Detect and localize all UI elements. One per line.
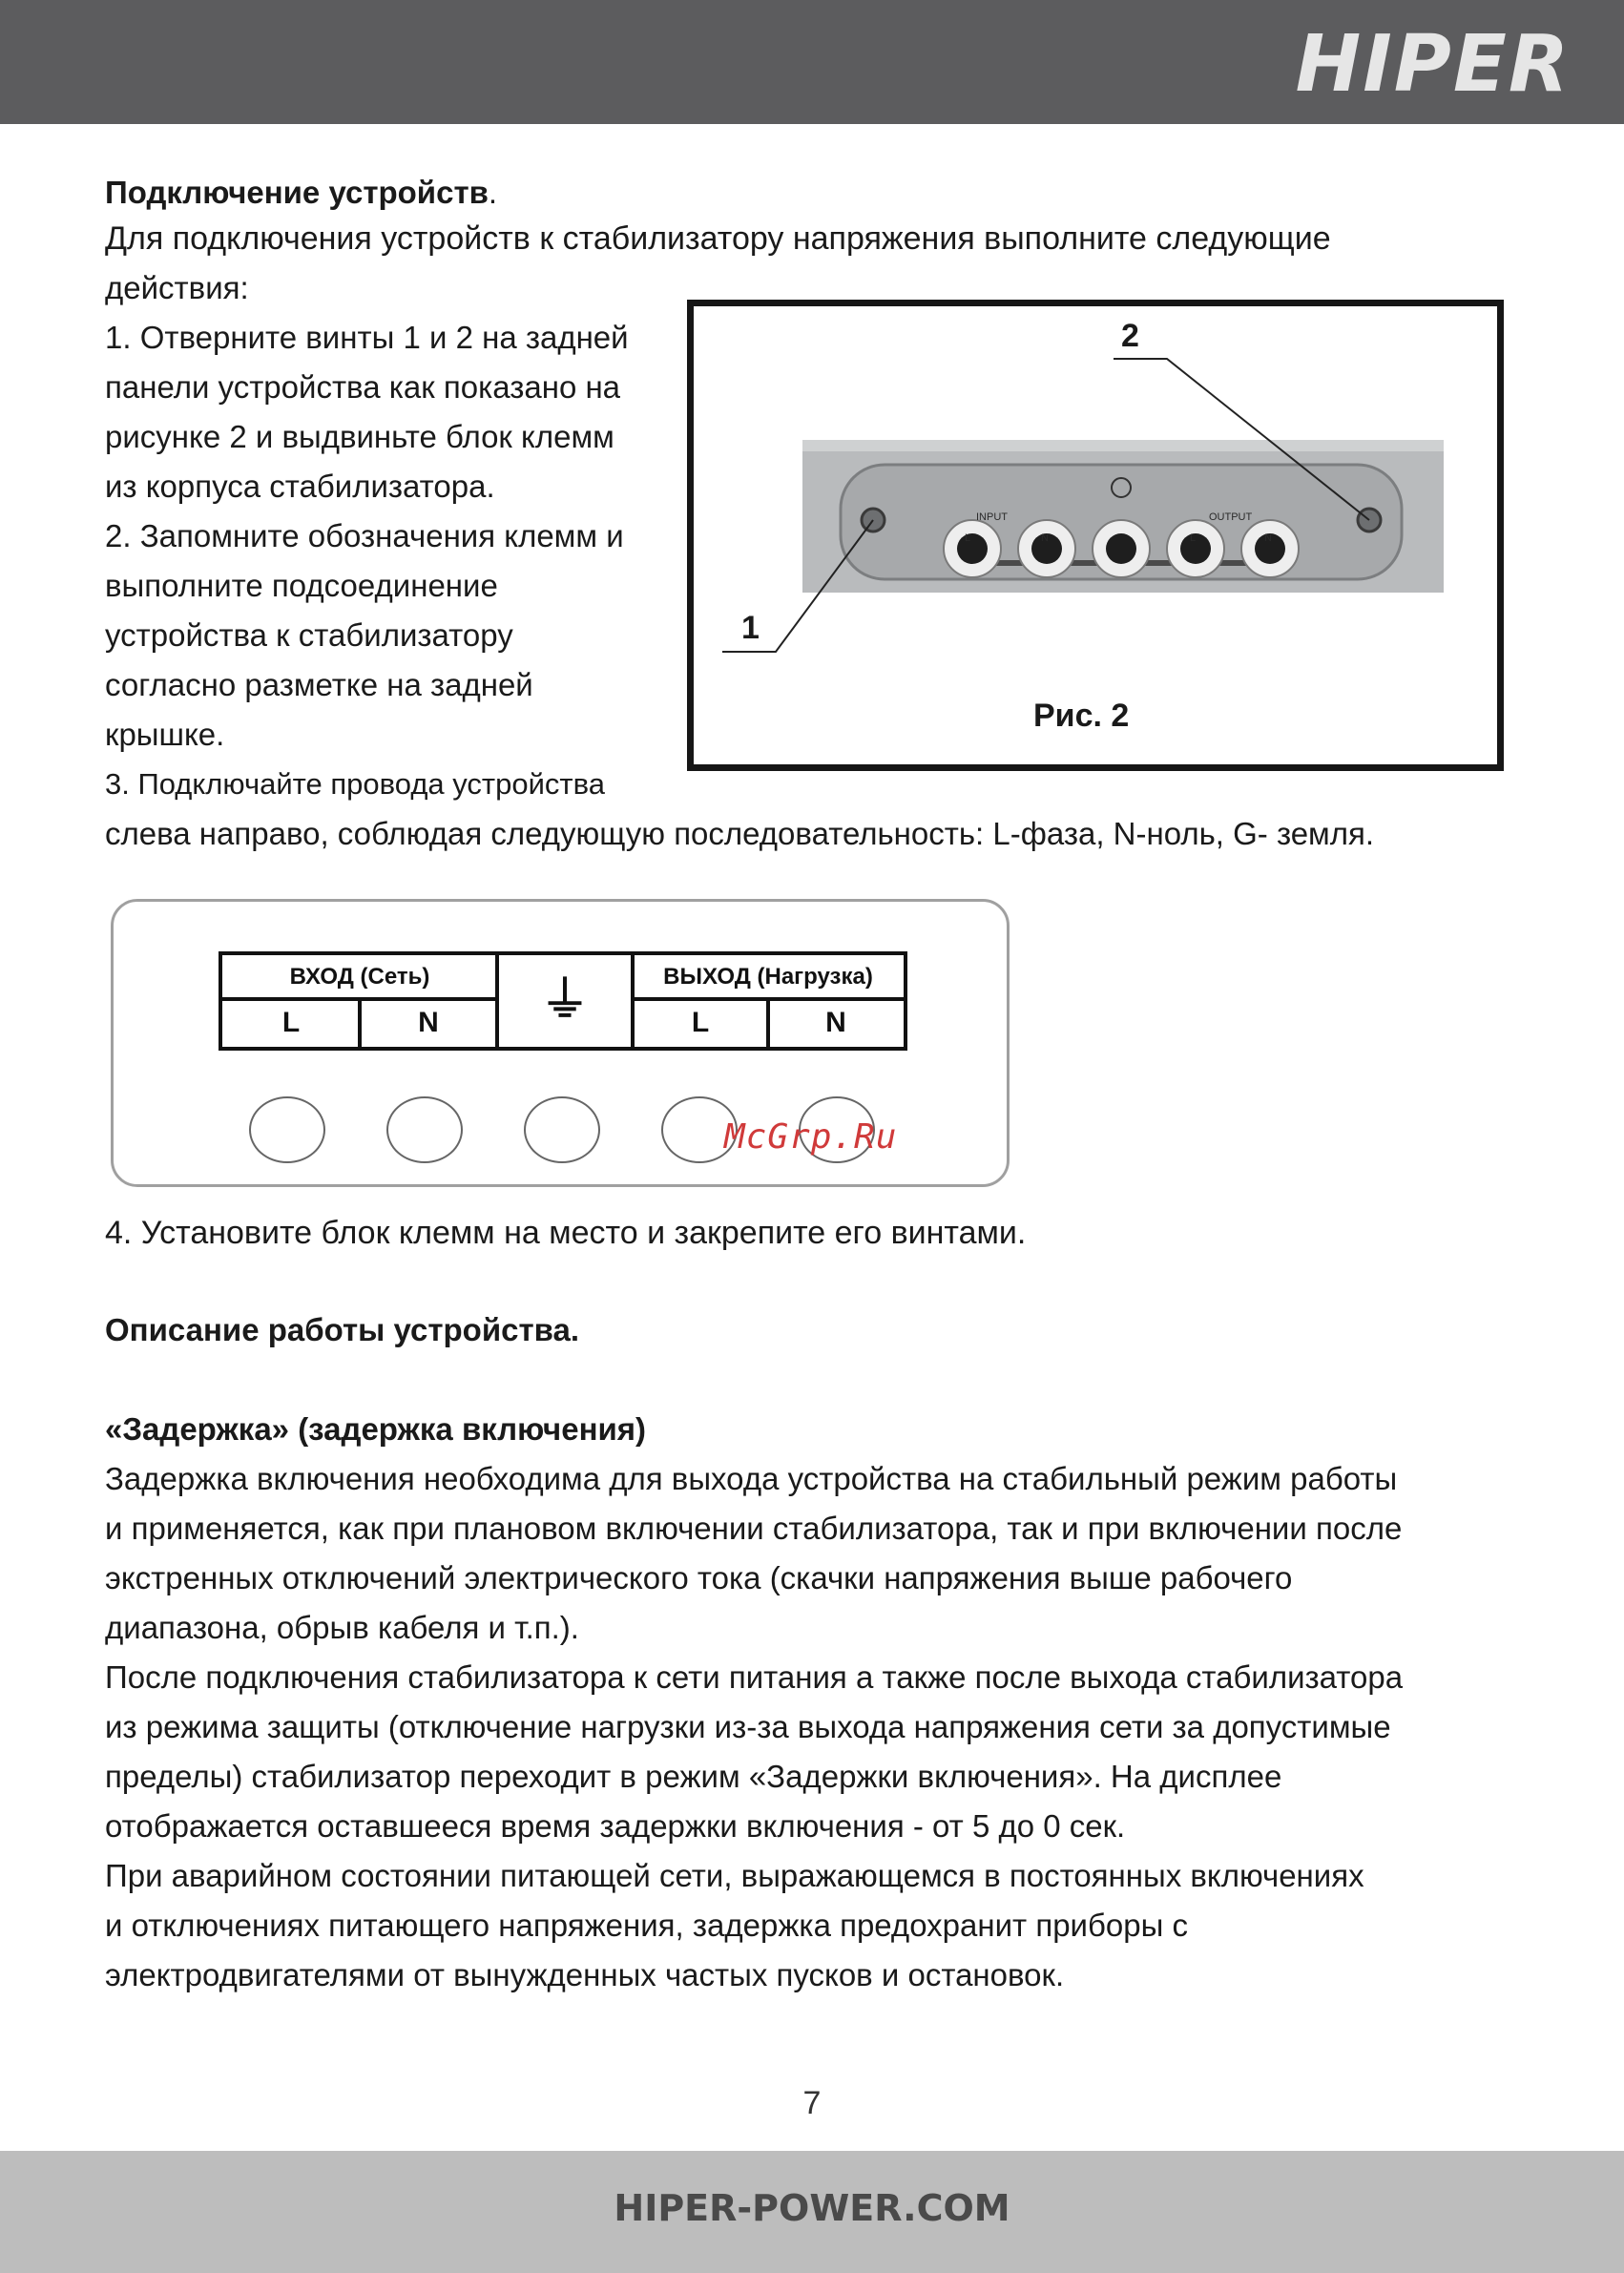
terminal-table xyxy=(219,951,907,1051)
terminal-hole xyxy=(386,1096,463,1163)
body-line: При аварийном состоянии питающей сети, выражающемся в постоянных включениях xyxy=(105,1858,1364,1893)
terminal-hole xyxy=(249,1096,325,1163)
page-header xyxy=(0,0,1624,124)
output-n-cell: N xyxy=(825,1007,846,1038)
body-line: экстренных отключений электрического тока (скачки напряжения выше рабочего xyxy=(105,1560,1293,1595)
page-footer xyxy=(0,2151,1624,2273)
input-l-cell: L xyxy=(281,1007,301,1038)
fig2-terminal-label: N xyxy=(1041,532,1049,544)
input-n-cell: N xyxy=(418,1007,439,1038)
step2-line-4: согласно разметке на задней xyxy=(105,667,533,702)
fig2-terminal-label: N xyxy=(1264,532,1272,544)
table-divider xyxy=(358,999,362,1047)
body-line: и отключениях питающего напряжения, задержка предохранит приборы с xyxy=(105,1908,1188,1943)
panel-highlight xyxy=(802,440,1444,451)
body-line: После подключения стабилизатора к сети питания а также после выхода стабилизатора xyxy=(105,1659,1404,1695)
body-line: из режима защиты (отключение нагрузки из-за выхода напряжения сети за допустимые xyxy=(105,1709,1391,1744)
output-header: ВЫХОД (Нагрузка) xyxy=(663,964,873,990)
input-header: ВХОД (Сеть) xyxy=(289,964,430,990)
step1-line-2: панели устройства как показано на xyxy=(105,369,621,405)
hiper-logo: HIPER xyxy=(1295,19,1571,110)
figure-2 xyxy=(687,300,1504,771)
step1-line-4: из корпуса стабилизатора. xyxy=(105,469,495,504)
step2-line-2: выполните подсоединение xyxy=(105,568,498,603)
section-title-text: Подключение устройств xyxy=(105,175,489,210)
step2-line-3: устройства к стабилизатору xyxy=(105,617,513,653)
terminal-diagram xyxy=(111,899,1010,1187)
intro-line-2: действия: xyxy=(105,270,249,305)
output-l-cell: L xyxy=(691,1007,710,1038)
footer-site-link[interactable]: HIPER-POWER.COM xyxy=(614,2187,1010,2229)
fig2-terminal-label: L xyxy=(965,532,971,544)
intro-line-1: Для подключения устройств к стабилизатору напряжения выполните следующие xyxy=(105,220,1331,257)
terminal-hole xyxy=(524,1096,600,1163)
step1-line-1: 1. Отверните винты 1 и 2 на задней xyxy=(105,320,629,355)
section-title-operation: Описание работы устройства. xyxy=(105,1312,580,1347)
body-line: и применяется, как при плановом включении стабилизатора, так и при включении после xyxy=(105,1511,1403,1546)
table-divider xyxy=(495,955,499,1047)
fig2-caption: Рис. 2 xyxy=(1033,698,1130,734)
step1-line-3: рисунке 2 и выдвиньте блок клемм xyxy=(105,419,614,454)
step3-line-2: слева направо, соблюдая следующую последовательность: L-фаза, N-ноль, G- земля. xyxy=(105,816,1375,851)
terminal-block-photo xyxy=(694,306,1497,764)
table-divider xyxy=(631,955,635,1047)
socket-hole xyxy=(1106,533,1136,564)
body-line: диапазона, обрыв кабеля и т.п.). xyxy=(105,1610,579,1645)
fig2-callout-2: 2 xyxy=(1121,318,1139,354)
table-divider xyxy=(766,999,770,1047)
fig2-label-input: INPUT xyxy=(976,511,1008,523)
watermark: McGrp.Ru xyxy=(724,1117,898,1157)
step4-text: 4. Установите блок клемм на место и закрепите его винтами. xyxy=(105,1215,1027,1251)
section-title-suffix: . xyxy=(488,175,498,210)
page-number: 7 xyxy=(802,2085,822,2121)
body-line: отображается оставшееся время задержки включения - от 5 до 0 сек. xyxy=(105,1808,1126,1844)
fig2-callout-1: 1 xyxy=(741,610,760,646)
fig2-terminal-label: L xyxy=(1190,532,1197,544)
socket-hole xyxy=(957,533,988,564)
fig2-label-output: OUTPUT xyxy=(1209,511,1253,523)
step2-line-1: 2. Запомните обозначения клемм и xyxy=(105,518,624,553)
ground-symbol-icon: ⏚ xyxy=(539,973,590,1029)
body-line: пределы) стабилизатор переходит в режим «Задержки включения». На дисплее xyxy=(105,1759,1282,1794)
step2-line-5: крышке. xyxy=(105,717,225,752)
body-line: электродвигателями от вынужденных частых пусков и остановок. xyxy=(105,1957,1065,1992)
subsection-title-delay: «Задержка» (задержка включения) xyxy=(105,1411,647,1447)
step3-line-1: 3. Подключайте провода устройства xyxy=(105,767,605,801)
body-line: Задержка включения необходима для выхода устройства на стабильный режим работы xyxy=(105,1461,1398,1496)
section-title-connection xyxy=(105,168,497,218)
